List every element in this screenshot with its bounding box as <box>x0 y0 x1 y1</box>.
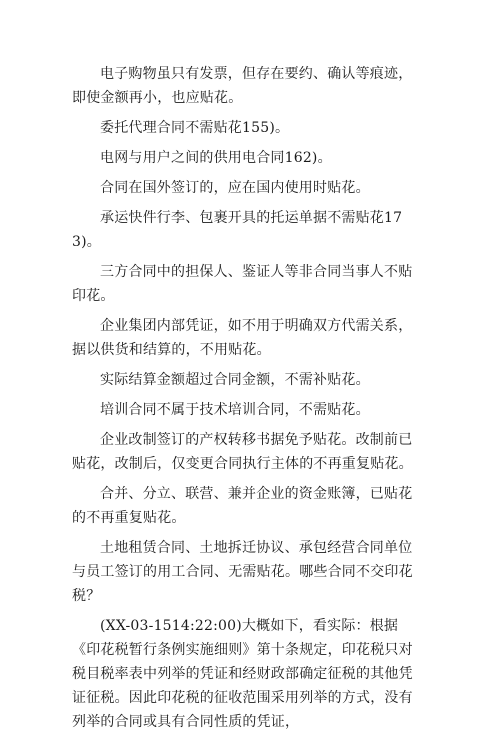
paragraph-foreign-signed-contract: 合同在国外签订的，应在国内使用时贴花。 <box>100 180 370 196</box>
paragraph-restructuring: 企业改制签订的产权转移书据免予贴花。改制前已贴花，改制后，仅变更合同执行主体的不再重复贴花。 <box>72 432 413 472</box>
paragraph-settlement-exceeds: 实际结算金额超过合同金额，不需补贴花。 <box>100 372 370 388</box>
paragraph-luggage-consignment: 承运快件行李、包裹开具的托运单据不需贴花173)。 <box>72 210 403 250</box>
paragraph-e-shopping: 电子购物虽只有发票，但存在要约、确认等痕迹，即使金额再小，也应贴花。 <box>72 66 413 106</box>
paragraph-agency-contract: 委托代理合同不需贴花155)。 <box>100 120 290 136</box>
paragraph-merger-accounts: 合并、分立、联营、兼并企业的资金账簿，已贴花的不再重复贴花。 <box>72 486 413 526</box>
paragraph-power-supply-contract: 电网与用户之间的供用电合同162)。 <box>100 150 332 166</box>
paragraph-regulation-article: (XX-03-1514:22:00)大概如下，看实际：根据《印花税暂行条例实施细则》第十条规定，印花税只对税目税率表中列举的凭证和经财政部确定征税的其他凭证征税。因此印花税的征收范围采用列举的方式，没有列举的合同或具有合同性质的凭证， <box>72 618 413 730</box>
paragraph-training-contract: 培训合同不属于技术培训合同，不需贴花。 <box>100 402 370 418</box>
paragraph-land-lease: 土地租赁合同、土地拆迁协议、承包经营合同单位与员工签订的用工合同、无需贴花。哪些合同不交印花税？ <box>72 540 413 604</box>
document-body <box>72 62 422 740</box>
paragraph-group-internal-voucher: 企业集团内部凭证，如不用于明确双方代需关系，据以供货和结算的，不用贴花。 <box>72 318 413 358</box>
paragraph-tripartite-contract: 三方合同中的担保人、鉴证人等非合同当事人不贴印花。 <box>72 264 413 304</box>
